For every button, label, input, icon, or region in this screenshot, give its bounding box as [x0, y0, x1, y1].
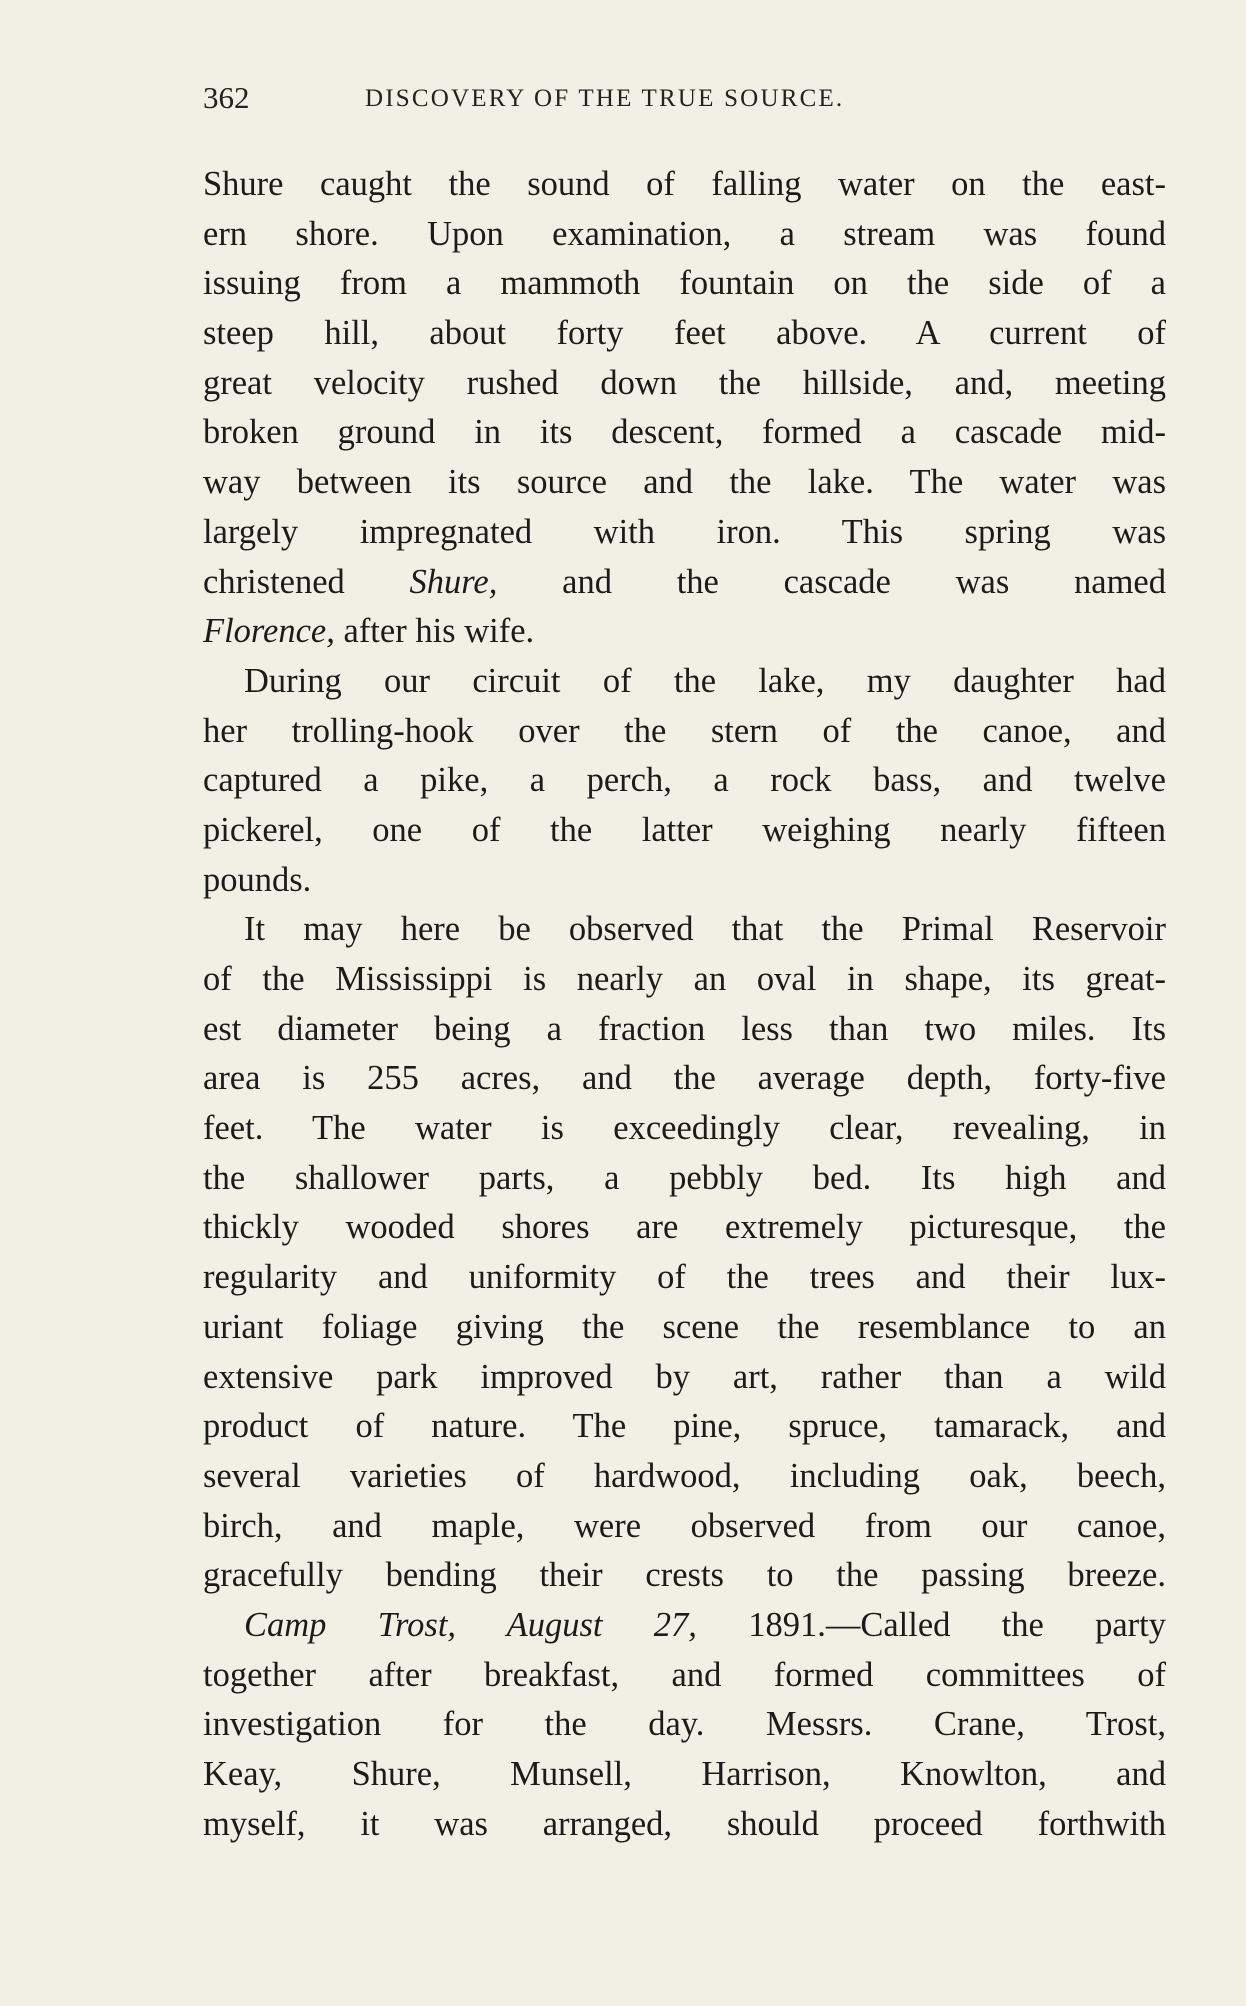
paragraph-1	[203, 160, 1166, 657]
text-line: the shallower parts, a pebbly bed. Its high and	[203, 1158, 1166, 1197]
text-line: Shure caught the sound of falling water on the east-	[203, 165, 1166, 203]
paragraph-3	[203, 905, 1166, 1601]
text-line: extensive park improved by art, rather than a wild	[203, 1357, 1166, 1396]
text-line	[203, 1601, 1166, 1651]
text-line: captured a pike, a perch, a rock bass, and twelve	[203, 761, 1166, 800]
text-line: Keay, Shure, Munsell, Harrison, Knowlton, and	[203, 1755, 1166, 1793]
body-text	[203, 160, 1166, 1849]
text-line: feet. The water is exceedingly clear, revealing, in	[203, 1109, 1166, 1148]
line-text: after his wife.	[334, 612, 535, 651]
text-line: birch, and maple, were observed from our canoe,	[203, 1506, 1166, 1545]
text-line: her trolling-hook over the stern of the canoe, and	[203, 711, 1166, 750]
text-line: myself, it was arranged, should proceed forthwith	[203, 1804, 1166, 1843]
text-line: pounds.	[203, 860, 312, 899]
text-line: largely impregnated with iron. This spring was	[203, 512, 1166, 551]
text-line: great velocity rushed down the hillside, and, meeting	[203, 363, 1166, 402]
page-header	[203, 78, 1003, 118]
italic-name-shure: Shure,	[409, 562, 498, 601]
running-title: DISCOVERY OF THE TRUE SOURCE.	[365, 85, 845, 112]
italic-name-florence: Florence,	[203, 612, 335, 651]
text-line: together after breakfast, and formed committees of	[203, 1655, 1166, 1694]
text-line: investigation for the day. Messrs. Crane, Trost,	[203, 1705, 1166, 1744]
text-line: thickly wooded shores are extremely picturesque, the	[203, 1208, 1166, 1247]
text-line: several varieties of hardwood, including oak, beech,	[203, 1456, 1166, 1495]
text-line: It may here be observed that the Primal Reservoir	[244, 910, 1166, 949]
line-text: 1891.—Called the party	[696, 1605, 1166, 1644]
text-line: gracefully bending their crests to the passing breeze.	[203, 1556, 1166, 1595]
paragraph-2	[203, 657, 1166, 905]
text-line: issuing from a mammoth fountain on the side of a	[203, 264, 1166, 303]
text-line	[203, 607, 1166, 657]
text-line: ern shore. Upon examination, a stream was found	[203, 214, 1166, 253]
text-line: area is 255 acres, and the average depth, forty-five	[203, 1059, 1166, 1098]
text-line: broken ground in its descent, formed a cascade mid-	[203, 413, 1166, 452]
italic-dateline: Camp Trost, August 27,	[244, 1605, 697, 1644]
text-line: regularity and uniformity of the trees and their lux-	[203, 1258, 1166, 1297]
text-line: steep hill, about forty feet above. A current of	[203, 314, 1166, 353]
text-line: During our circuit of the lake, my daughter had	[244, 661, 1166, 700]
text-line: product of nature. The pine, spruce, tamarack, and	[203, 1407, 1166, 1446]
text-line: of the Mississippi is nearly an oval in shape, its great-	[203, 960, 1166, 998]
paragraph-4	[203, 1601, 1166, 1849]
text-line	[203, 558, 1166, 608]
text-line: way between its source and the lake. The water was	[203, 463, 1166, 502]
line-text: and the cascade was named	[497, 562, 1166, 601]
text-line: pickerel, one of the latter weighing nearly fifteen	[203, 810, 1166, 849]
text-line: est diameter being a fraction less than two miles. Its	[203, 1009, 1166, 1048]
page-number: 362	[203, 80, 250, 115]
line-text: christened	[203, 562, 410, 601]
text-line: uriant foliage giving the scene the resemblance to an	[203, 1307, 1166, 1346]
